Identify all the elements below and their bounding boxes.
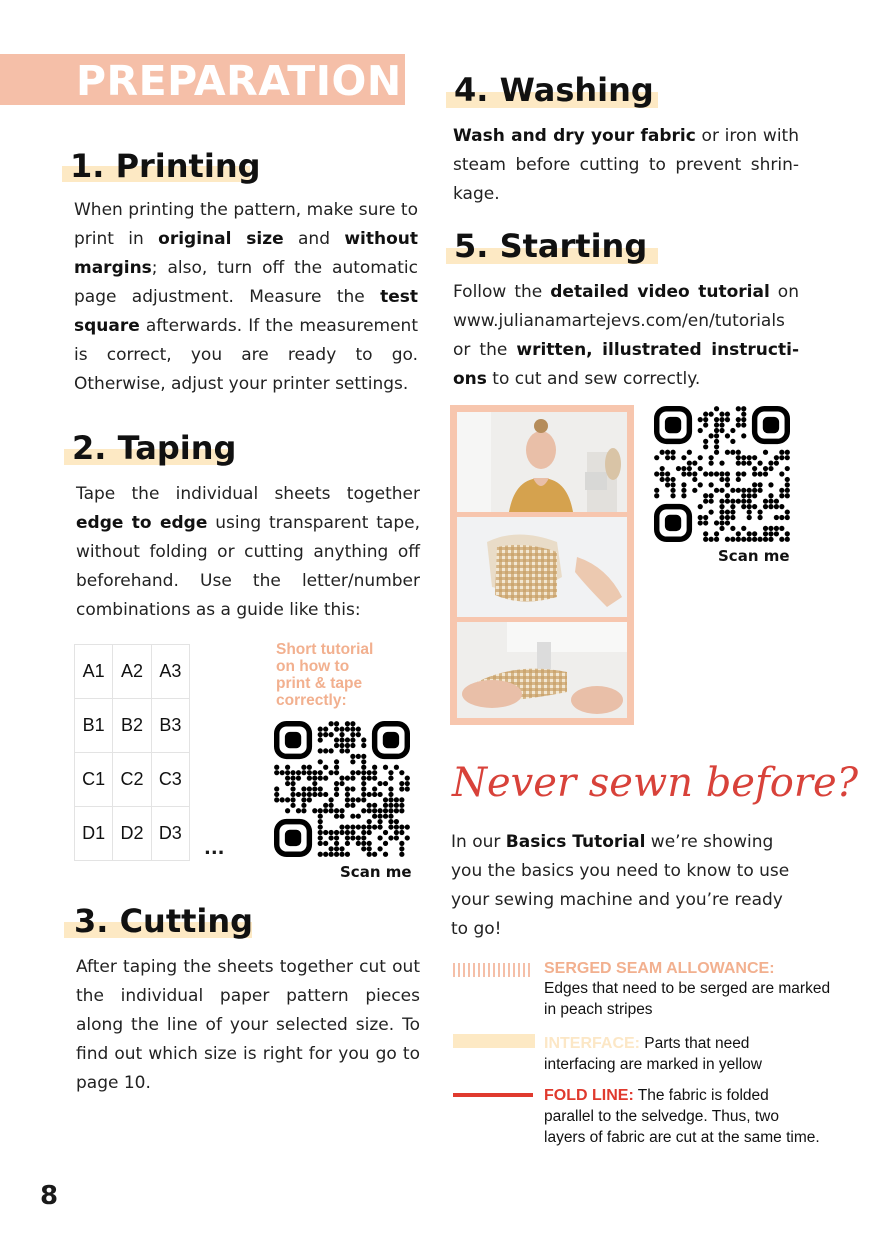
grid-cell: C2: [113, 753, 151, 807]
cutting-text: After taping the sheets together cut out the individual paper pattern pieces along the line of your selected size. To find out which size is right for you go to page 10.: [76, 957, 420, 1093]
serged-stripes-swatch: [453, 963, 533, 977]
grid-cell: D3: [151, 807, 189, 861]
heading-cutting: 3. Cutting: [74, 902, 254, 940]
grid-cell: B2: [113, 699, 151, 753]
grid-row: [75, 807, 190, 861]
photo-presenter: [457, 412, 627, 512]
starting-text: Follow the detailed video tutorial on www.julianamartejevs.com/en/tutorials or the written, illustrated instructi-ons to cut and sew correctly.: [453, 282, 799, 389]
fold-line-swatch: [453, 1093, 533, 1097]
grid-cell: B3: [151, 699, 189, 753]
sheet-grid: [74, 644, 190, 861]
tutorial-note-line: print & tape: [276, 675, 363, 692]
tutorial-note-line: on how to: [276, 658, 350, 675]
grid-row: [75, 699, 190, 753]
taping-text: Tape the individual sheets together edge to edge using transparent tape, without folding or cutting anything off beforehand. Use the letter/number combinations as a guide like this:: [76, 484, 420, 620]
legend-serged-text: Edges that need to be serged are marked in peach stripes: [544, 980, 831, 1018]
page-number: 8: [40, 1181, 59, 1211]
photo-sewing-machine: [457, 622, 627, 718]
qr-code-icon: [654, 406, 790, 542]
washing-text: Wash and dry your fabric or iron with steam before cutting to prevent shrin-kage.: [453, 126, 799, 204]
photo-fabric: [457, 517, 627, 617]
never-sewn-text: In our Basics Tutorial we’re showing you the basics you need to know to use your sewing machine and you’re ready to go!: [451, 832, 790, 939]
printing-text: When printing the pattern, make sure to print in original size and without margins; also, turn off the automatic page adjustment. Measure the test square afterwards. If the measurement is correct, you are ready to go. Otherwise, adjust your printer settings.: [74, 200, 419, 394]
qr-code-tutorial[interactable]: [274, 721, 410, 857]
heading-taping: 2. Taping: [72, 429, 237, 467]
heading-printing: 1. Printing: [70, 147, 261, 185]
tutorial-note-line: correctly:: [276, 692, 347, 709]
grid-row: [75, 753, 190, 807]
grid-cell: B1: [75, 699, 113, 753]
legend-serged: [544, 960, 844, 1020]
grid-ellipsis: ...: [204, 838, 225, 859]
heading-starting: 5. Starting: [454, 227, 648, 265]
scan-me-label: Scan me: [718, 547, 790, 565]
grid-cell: A3: [151, 645, 189, 699]
heading-washing: 4. Washing: [454, 71, 654, 109]
legend-serged-title: SERGED SEAM ALLOWANCE:: [544, 960, 775, 977]
qr-code-icon: [274, 721, 410, 857]
grid-row: [75, 645, 190, 699]
tutorial-note: [276, 641, 373, 709]
interface-swatch: [453, 1034, 535, 1048]
page-title: PREPARATION: [76, 57, 402, 105]
legend-interface: INTERFACE: Parts that need interfacing are marked in yellow: [544, 1035, 762, 1073]
grid-cell: D1: [75, 807, 113, 861]
grid-cell: D2: [113, 807, 151, 861]
grid-cell: C3: [151, 753, 189, 807]
grid-cell: A2: [113, 645, 151, 699]
never-sewn-title: Never sewn before?: [452, 760, 859, 806]
grid-cell: C1: [75, 753, 113, 807]
video-tutorial-photos: [450, 405, 634, 725]
scan-me-label: Scan me: [340, 863, 412, 881]
qr-code-video[interactable]: [654, 406, 790, 542]
tutorial-note-line: Short tutorial: [276, 641, 374, 658]
grid-cell: A1: [75, 645, 113, 699]
legend-fold: FOLD LINE: The fabric is folded parallel to the selvedge. Thus, two layers of fabric are cut at the same time.: [544, 1087, 820, 1146]
